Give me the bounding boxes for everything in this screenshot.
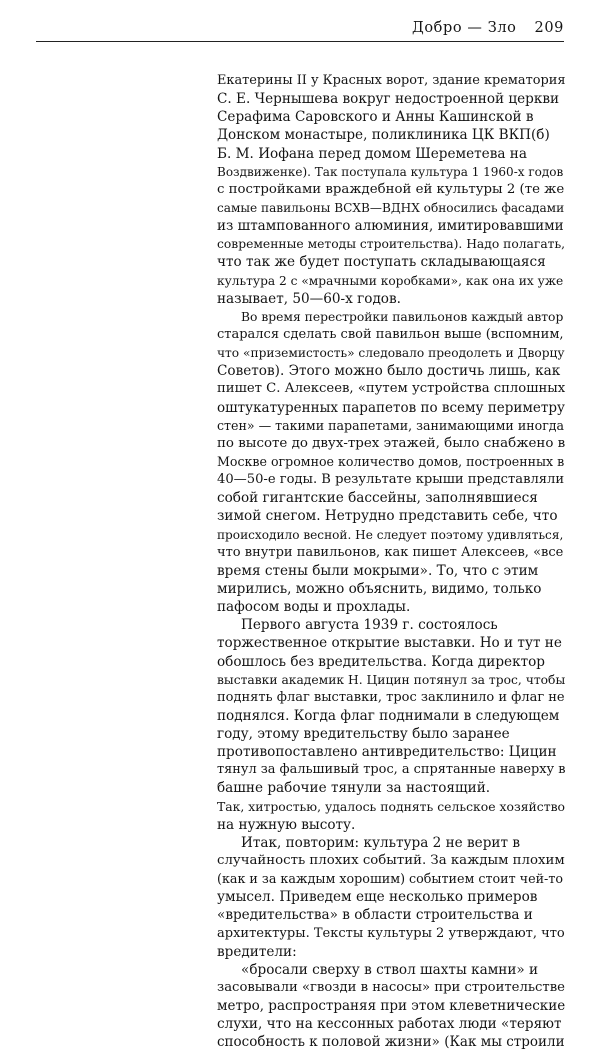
text-line: Серафима Саровского и Анны Кашинской в [217,109,534,126]
text-line: способность к половой жизни» (Как мы строили [217,1034,565,1051]
text-line: поднять флаг выставки, трос заклинило и флаг не [217,689,565,705]
text-line: противопоставлено антивредительство: Цицин [217,744,557,761]
text-line: стен» — такими парапетами, занимающими иногда [217,417,565,433]
text-line: старался сделать свой павильон выше (вспомним, [217,326,564,342]
text-line: случайность плохих событий. За каждым плохим [217,853,565,869]
text-line: мирились, можно объяснить, видимо, только [217,580,542,597]
body-text [217,72,565,1052]
text-line: из штампованного алюминия, имитировавшими [217,218,564,235]
text-line: башне рабочие тянули за настоящий. [217,780,491,797]
text-line: пишет С. Алексеев, «путем устройства сплошных [217,381,566,397]
text-line: происходило весной. Не следует поэтому удивляться, [217,527,564,542]
text-line: что так же будет поступать складывающаяся [217,254,546,271]
text-line: собой гигантские бассейны, заполнявшиеся [217,490,538,507]
page-number: 209 [534,20,564,36]
text-line: что внутри павильонов, как пишет Алексеев, «все [217,544,564,560]
text-line: тянул за фальшивый трос, а спрятанные наверху в [217,762,566,778]
text-line: архитектуры. Тексты культуры 2 утверждают, что [217,925,565,941]
text-line: «вредительства» в области строительства и [217,907,533,924]
running-head-title: Добро — Зло [411,20,517,36]
text-line: зимой снегом. Нетрудно представить себе, что [217,508,558,525]
text-line: слухи, что на кессонных работах люди «теряют [217,1016,562,1033]
text-line: время стены были мокрыми». То, что с этим [217,562,539,579]
text-line: на нужную высоту. [217,816,356,833]
text-line: что «приземистость» следовало преодолеть и Дворцу [217,346,565,361]
text-line: выставки академик Н. Цицин потянул за трос, чтобы [217,672,566,687]
text-line: «бросали сверху в ствол шахты камни» и [241,961,539,978]
text-line: Так, хитростью, удалось поднять сельское хозяйство [217,798,566,814]
text-line: торжественное открытие выставки. Но и тут не [217,635,562,652]
text-line: Первого августа 1939 г. состоялось [241,617,498,634]
text-line: Советов). Этого можно было достичь лишь, как [217,363,561,380]
running-head [412,20,564,36]
text-line: (как и за каждым хорошим) событием стоит чей-то [217,871,563,887]
text-line: засовывали «гвозди в насосы» при строительстве [217,980,565,996]
text-line: Москве огромное количество домов, построенных в [217,453,565,469]
text-line: современные методы строительства). Надо полагать, [217,237,566,252]
text-line: умысел. Приведем еще несколько примеров [217,889,538,906]
text-line: пафосом воды и прохлады. [217,599,411,616]
text-line: называет, 50—60-х годов. [217,290,401,307]
text-line: культура 2 с «мрачными коробками», как она их уже [217,273,564,288]
text-line: Екатерины II у Красных ворот, здание крематория [217,73,566,88]
text-line: С. Е. Чернышева вокруг недостроенной церкви [217,91,560,108]
text-line: самые павильоны ВСХВ—ВДНХ обносились фасадами [217,200,565,215]
text-line: по высоте до двух-трех этажей, было снабжено в [217,435,566,451]
text-line: с постройками враждебной ей культуры 2 (те же [217,181,565,197]
text-line: Воздвиженке). Так поступала культура 1 1960-х годов [217,164,564,179]
text-line: Б. М. Иофана перед домом Шереметева на [217,145,527,162]
text-line: Во время перестройки павильонов каждый автор [241,309,564,324]
text-line: Итак, повторим: культура 2 не верит в [241,834,520,851]
header-rule [36,41,564,42]
text-line: оштукатуренных парапетов по всему периметру [217,399,565,416]
text-line: поднялся. Когда флаг поднимали в следующем [217,707,560,724]
text-line: метро, распространяя при этом клеветнические [217,998,566,1015]
text-line: Донском монастыре, поликлиника ЦК ВКП(б) [217,127,550,144]
text-line: обошлось без вредительства. Когда директор [217,653,545,670]
text-line: вредители: [217,943,297,960]
text-line: году, этому вредительству было заранее [217,726,510,743]
text-line: 40—50-е годы. В результате крыши представляли [217,472,565,488]
